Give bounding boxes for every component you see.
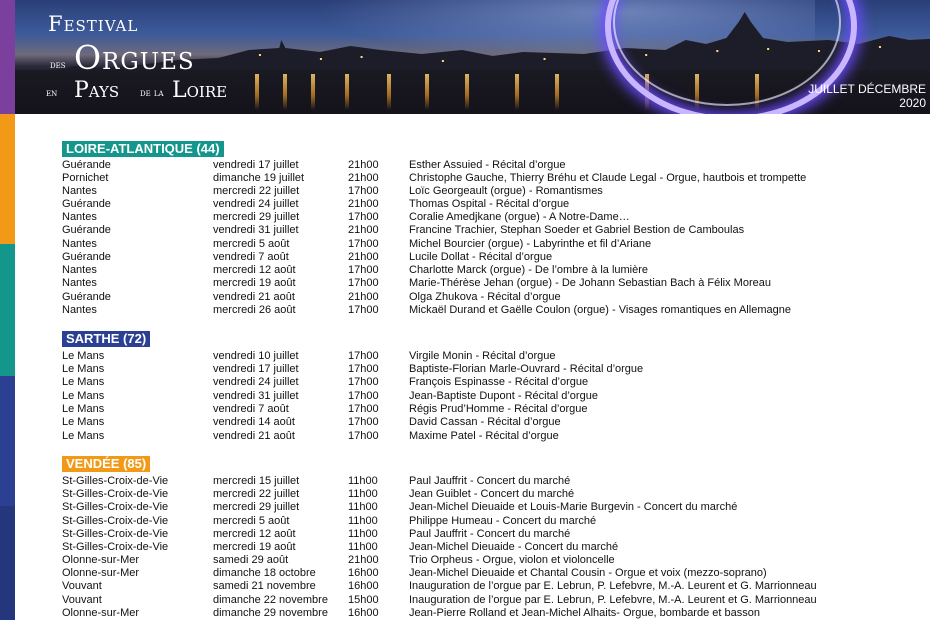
cell-date: vendredi 7 août <box>213 251 289 263</box>
section-title-vendee: VENDÉE (85) <box>62 456 150 472</box>
cell-time: 17h00 <box>348 403 379 415</box>
cell-date: mercredi 29 juillet <box>213 211 300 223</box>
light-reflection <box>311 74 315 110</box>
cell-time: 17h00 <box>348 211 379 223</box>
cell-description: Paul Jauffrit - Concert du marché <box>409 475 571 487</box>
cell-time: 11h00 <box>348 488 378 500</box>
cell-description: Paul Jauffrit - Concert du marché <box>409 528 571 540</box>
cell-date: mercredi 22 juillet <box>213 185 300 197</box>
cell-description: Jean-Pierre Rolland et Jean-Michel Alhaits- Orgue, bombarde et basson <box>409 607 760 619</box>
logo-en: en <box>46 88 58 99</box>
cell-time: 17h00 <box>348 304 379 316</box>
logo-orgues: Orgues <box>74 38 195 77</box>
cell-time: 16h00 <box>348 567 379 579</box>
cell-description: Marie-Thérèse Jehan (orgue) - De Johann Sebastian Bach à Félix Moreau <box>409 277 771 289</box>
cell-city: Nantes <box>62 185 97 197</box>
stripe-purple <box>0 0 15 114</box>
cell-time: 17h00 <box>348 238 379 250</box>
cell-description: Thomas Ospital - Récital d’orgue <box>409 198 570 210</box>
cell-description: François Espinasse - Récital d’orgue <box>409 376 589 388</box>
logo-loire: Loire <box>172 78 228 103</box>
cell-description: Maxime Patel - Récital d’orgue <box>409 430 559 442</box>
cell-date: vendredi 21 août <box>213 430 295 442</box>
cell-city: Guérande <box>62 291 111 303</box>
cell-city: Vouvant <box>62 594 102 606</box>
light-reflection <box>387 74 391 110</box>
logo-des: des <box>50 60 66 71</box>
cell-time: 11h00 <box>348 475 378 487</box>
cell-time: 11h00 <box>348 541 378 553</box>
cell-description: Lucile Dollat - Récital d’orgue <box>409 251 553 263</box>
cell-time: 21h00 <box>348 554 379 566</box>
cell-date: samedi 29 août <box>213 554 289 566</box>
cell-city: Guérande <box>62 224 111 236</box>
cell-city: St-Gilles-Croix-de-Vie <box>62 541 169 553</box>
cell-time: 17h00 <box>348 390 379 402</box>
logo-pays: Pays <box>74 78 120 103</box>
cell-date: vendredi 17 juillet <box>213 363 299 375</box>
cell-date: vendredi 10 juillet <box>213 350 299 362</box>
cell-time: 11h00 <box>348 501 378 513</box>
cell-time: 11h00 <box>348 528 378 540</box>
cell-time: 21h00 <box>348 224 379 236</box>
dates-year: 2020 <box>899 96 926 110</box>
cell-time: 17h00 <box>348 277 379 289</box>
cell-time: 17h00 <box>348 430 379 442</box>
cell-city: Le Mans <box>62 390 105 402</box>
stripe-blue <box>0 376 15 506</box>
logo-de-la: de la <box>140 88 164 99</box>
logo-festival: Festival <box>48 12 139 36</box>
cell-time: 17h00 <box>348 350 379 362</box>
cell-time: 17h00 <box>348 363 379 375</box>
cell-date: samedi 21 novembre <box>213 580 316 592</box>
cell-description: Christophe Gauche, Thierry Bréhu et Claude Legal - Orgue, hautbois et trompette <box>409 172 807 184</box>
cell-date: vendredi 7 août <box>213 403 289 415</box>
cell-time: 17h00 <box>348 264 379 276</box>
cell-date: mercredi 12 août <box>213 528 296 540</box>
cell-city: Guérande <box>62 198 111 210</box>
cell-description: Trio Orpheus - Orgue, violon et violoncelle <box>409 554 615 566</box>
header-banner <box>15 0 930 114</box>
light-reflection <box>255 74 259 110</box>
cell-time: 15h00 <box>348 594 379 606</box>
cell-date: dimanche 29 novembre <box>213 607 328 619</box>
cell-city: Nantes <box>62 211 97 223</box>
cell-time: 21h00 <box>348 291 379 303</box>
light-reflection <box>515 74 519 110</box>
light-reflection <box>345 74 349 110</box>
cell-description: Mickaël Durand et Gaëlle Coulon (orgue) - Visages romantiques en Allemagne <box>409 304 791 316</box>
cell-city: Olonne-sur-Mer <box>62 567 140 579</box>
cell-date: vendredi 21 août <box>213 291 295 303</box>
cell-description: Jean-Michel Dieuaide - Concert du marché <box>409 541 619 553</box>
cell-description: Philippe Humeau - Concert du marché <box>409 515 597 527</box>
cell-description: Régis Prud’Homme - Récital d’orgue <box>409 403 588 415</box>
cell-description: Olga Zhukova - Récital d’orgue <box>409 291 561 303</box>
cell-date: vendredi 31 juillet <box>213 390 299 402</box>
cell-date: mercredi 5 août <box>213 515 290 527</box>
light-reflection <box>283 74 287 110</box>
cell-city: Nantes <box>62 264 97 276</box>
cell-time: 16h00 <box>348 580 379 592</box>
cell-description: Esther Assuied - Récital d’orgue <box>409 159 566 171</box>
cell-city: Le Mans <box>62 350 105 362</box>
cell-time: 17h00 <box>348 416 379 428</box>
cell-description: Jean Guiblet - Concert du marché <box>409 488 575 500</box>
cell-date: mercredi 5 août <box>213 238 290 250</box>
light-reflection <box>465 74 469 110</box>
cell-city: St-Gilles-Croix-de-Vie <box>62 515 169 527</box>
festival-dates <box>808 82 926 110</box>
cell-city: Nantes <box>62 238 97 250</box>
cell-city: Le Mans <box>62 430 105 442</box>
cell-time: 21h00 <box>348 251 379 263</box>
cell-description: Charlotte Marck (orgue) - De l’ombre à la lumière <box>409 264 649 276</box>
cell-description: Virgile Monin - Récital d’orgue <box>409 350 556 362</box>
section-title-sarthe: SARTHE (72) <box>62 331 150 347</box>
cell-time: 21h00 <box>348 159 379 171</box>
cell-time: 16h00 <box>348 607 379 619</box>
cell-date: mercredi 26 août <box>213 304 296 316</box>
section-title-loire-atlantique: LOIRE-ATLANTIQUE (44) <box>62 141 224 157</box>
cell-date: vendredi 17 juillet <box>213 159 299 171</box>
cell-time: 21h00 <box>348 198 379 210</box>
cell-time: 17h00 <box>348 376 379 388</box>
cell-city: Nantes <box>62 304 97 316</box>
cell-date: mercredi 19 août <box>213 541 296 553</box>
cell-date: mercredi 29 juillet <box>213 501 300 513</box>
cell-description: Francine Trachier, Stephan Soeder et Gabriel Bestion de Camboulas <box>409 224 745 236</box>
cell-time: 17h00 <box>348 185 379 197</box>
cell-date: dimanche 22 novembre <box>213 594 328 606</box>
dates-months: JUILLET DÉCEMBRE <box>808 82 926 96</box>
cell-description: Loïc Georgeault (orgue) - Romantismes <box>409 185 603 197</box>
cell-description: Inauguration de l’orgue par E. Lebrun, P. Lefebvre, M.-A. Leurent et G. Marrionneau <box>409 580 817 592</box>
cell-date: mercredi 15 juillet <box>213 475 300 487</box>
stripe-navy <box>0 506 15 620</box>
cell-description: Inauguration de l’orgue par E. Lebrun, P. Lefebvre, M.-A. Leurent et G. Marrionneau <box>409 594 817 606</box>
cell-city: Guérande <box>62 159 111 171</box>
cell-city: Pornichet <box>62 172 109 184</box>
cell-date: mercredi 19 août <box>213 277 296 289</box>
cell-city: St-Gilles-Croix-de-Vie <box>62 501 169 513</box>
cell-city: St-Gilles-Croix-de-Vie <box>62 528 169 540</box>
light-reflection <box>425 74 429 110</box>
cell-date: vendredi 24 juillet <box>213 376 299 388</box>
cell-city: Le Mans <box>62 403 105 415</box>
cell-description: Jean-Michel Dieuaide et Louis-Marie Burgevin - Concert du marché <box>409 501 738 513</box>
stripe-orange <box>0 114 15 244</box>
cell-description: Michel Bourcier (orgue) - Labyrinthe et fil d’Ariane <box>409 238 652 250</box>
stripe-teal <box>0 244 15 376</box>
cell-city: St-Gilles-Croix-de-Vie <box>62 475 169 487</box>
cell-description: Jean-Baptiste Dupont - Récital d’orgue <box>409 390 598 402</box>
left-color-stripes <box>0 0 15 620</box>
light-reflection <box>555 74 559 110</box>
cell-city: Le Mans <box>62 376 105 388</box>
cell-time: 11h00 <box>348 515 378 527</box>
cell-date: vendredi 31 juillet <box>213 224 299 236</box>
cell-description: David Cassan - Récital d’orgue <box>409 416 561 428</box>
cell-date: mercredi 12 août <box>213 264 296 276</box>
cell-date: vendredi 24 juillet <box>213 198 299 210</box>
cell-description: Baptiste-Florian Marle-Ouvrard - Récital d’orgue <box>409 363 644 375</box>
cell-date: mercredi 22 juillet <box>213 488 300 500</box>
cell-date: dimanche 19 juillet <box>213 172 305 184</box>
cell-time: 21h00 <box>348 172 379 184</box>
cell-description: Jean-Michel Dieuaide et Chantal Cousin - Orgue et voix (mezzo-soprano) <box>409 567 767 579</box>
cell-description: Coralie Amedjkane (orgue) - A Notre-Dame… <box>409 211 630 223</box>
cell-date: dimanche 18 octobre <box>213 567 316 579</box>
cell-city: Olonne-sur-Mer <box>62 554 140 566</box>
cell-city: Le Mans <box>62 416 105 428</box>
cell-city: Guérande <box>62 251 111 263</box>
cell-city: Nantes <box>62 277 97 289</box>
cell-city: Vouvant <box>62 580 102 592</box>
cell-city: Le Mans <box>62 363 105 375</box>
cell-city: St-Gilles-Croix-de-Vie <box>62 488 169 500</box>
cell-date: vendredi 14 août <box>213 416 295 428</box>
cell-city: Olonne-sur-Mer <box>62 607 140 619</box>
